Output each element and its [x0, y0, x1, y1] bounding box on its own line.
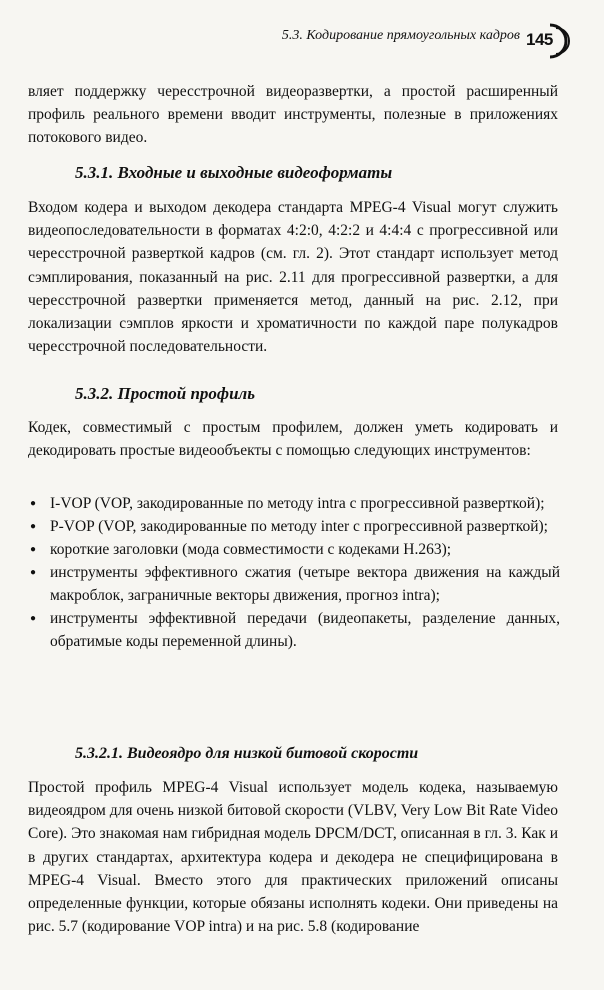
- list-item: ● короткие заголовки (мода совместимости с кодеками H.263);: [28, 538, 560, 561]
- intro-paragraph: вляет поддержку чересстрочной видеоразвертки, а простой расширенный профиль реального времени вводит инструменты, полезные в приложениях потокового видео.: [28, 83, 558, 147]
- tools-list: [28, 492, 560, 653]
- section-5-3-2-1-heading: 5.3.2.1. Видеоядро для низкой битовой скорости: [75, 745, 419, 762]
- page-number: 145: [526, 30, 553, 49]
- list-item: ● P-VOP (VOP, закодированные по методу inter с прогрессивной разверткой);: [28, 515, 560, 538]
- list-item: ● I-VOP (VOP, закодированные по методу intra с прогрессивной разверткой);: [28, 492, 560, 515]
- section-5-3-2-paragraph: Кодек, совместимый с простым профилем, должен уметь кодировать и декодировать простые видеообъекты с помощью следующих инструментов:: [28, 419, 558, 460]
- list-item: ● инструменты эффективного сжатия (четыре вектора движения на каждый макроблок, заграничные векторы движения, прогноз intra);: [28, 561, 560, 607]
- section-5-3-2-heading: 5.3.2. Простой профиль: [75, 384, 256, 403]
- section-5-3-1-heading: 5.3.1. Входные и выходные видеоформаты: [75, 163, 393, 182]
- section-5-3-1-paragraph: Входом кодера и выходом декодера стандарта MPEG-4 Visual могут служить видеопоследовательности в форматах 4:2:0, 4:2:2 и 4:4:4 с прогрессивной или чересстрочной разверткой кадров (см. гл. 2). Этот стандарт использует метод сэмплирования, показанный на рис. 2.11 для прогрессивной развертки, а для чересстрочной развертки применяется метод, данный на рис. 2.12, при локализации сэмплов яркости и хроматичности по каждой паре полукадров чересстрочной последовательности.: [28, 199, 558, 356]
- list-item: ● инструменты эффективной передачи (видеопакеты, разделение данных, обратимые коды переменной длины).: [28, 607, 560, 653]
- running-header: 5.3. Кодирование прямоугольных кадров: [281, 28, 520, 43]
- section-5-3-2-1-paragraph: Простой профиль MPEG-4 Visual использует модель кодека, называемую видеоядром для очень низкой битовой скорости (VLBV, Very Low Bit Rate Video Core). Это знакомая нам гибридная модель DPCM/DCT, описанная в гл. 3. Как и в других стандартах, архитектура кодера и декодера не специфицирована в MPEG-4 Visual. Вместо этого для практических приложений описаны определенные функции, которые обязаны исполнять кодеки. Они приведены на рис. 5.7 (кодирование VOP intra) и на рис. 5.8 (кодирование: [28, 779, 558, 936]
- page-number-arc-ornament: [546, 22, 576, 60]
